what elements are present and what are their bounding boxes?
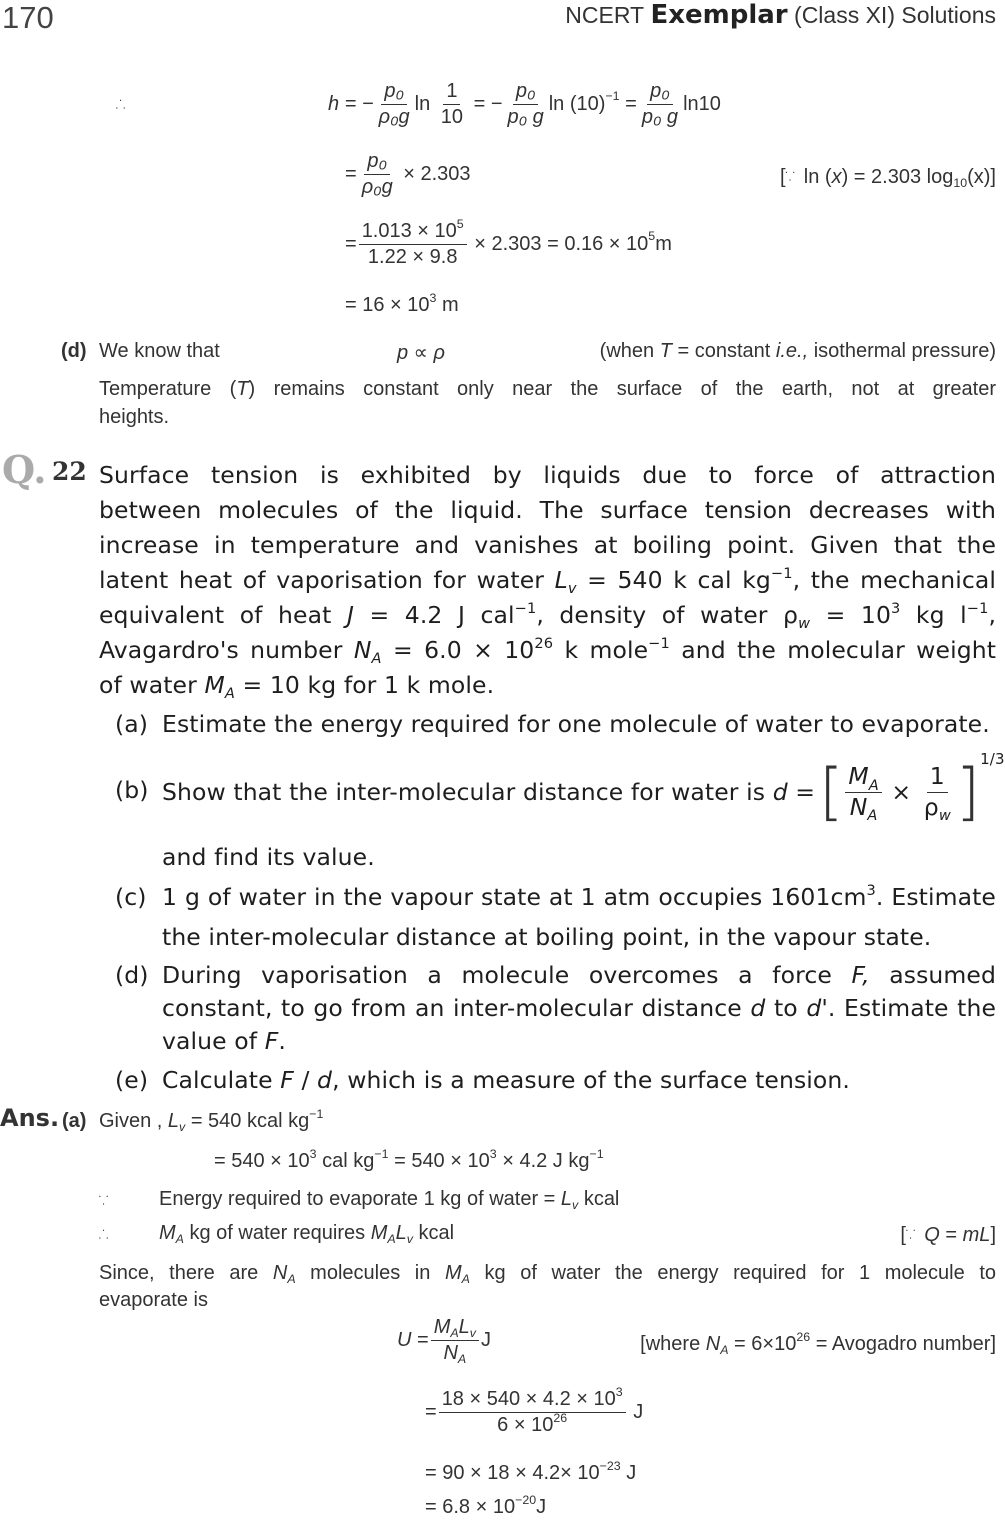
header-book-name: Exemplar — [650, 0, 788, 30]
question-number: 22 — [52, 457, 87, 486]
answer-Q-note: [∵ Q = mL] — [900, 1224, 996, 1246]
question-line-4: latent heat of vaporisation for water $L_v = 540$ k cal $kg^{-1}$, the mechanical — [99, 564, 996, 598]
subpart-c-line1: 1 g of water in the vapour state at 1 atm occupies $1601cm^3$. Estimate — [162, 881, 996, 911]
subpart-d-line3: value of F. — [162, 1027, 286, 1055]
part-d-formula: p ∝ ρ — [397, 342, 445, 364]
step-4: = $16 \times 10^3$ m — [345, 291, 459, 316]
subpart-b-text: Show that the inter-molecular distance for water is d = [ $\frac{M_A}{N_A}$ × $\frac{1}{\rho_w}$ ] 1/3 — [162, 750, 1005, 828]
running-header — [565, 0, 996, 30]
ln: ln10 — [683, 93, 721, 115]
answer-U-substitution: = $\frac{18 \times 540 \times 4.2 \times 10^3}{6 \times 10^{26}}$ J — [425, 1385, 644, 1436]
answer-energy-1kg: Energy required to evaporate 1 kg of water = $L_v$ kcal — [159, 1188, 620, 1213]
fraction: $\frac{\text{p₀}}{\text{ρ₀g}}$ — [361, 150, 393, 198]
question-line-7: of water $M_A = 10$ kg for 1 k mole. — [99, 671, 495, 703]
subpart-a-label: (a) — [115, 710, 149, 738]
part-d-text-line3: heights. — [99, 406, 170, 428]
subpart-e-text: Calculate F / d, which is a measure of the surface tension. — [162, 1066, 850, 1094]
fraction: $\frac{1}{10}$ — [440, 80, 464, 128]
subpart-c-line2: the inter-molecular distance at boiling point, in the vapour state. — [162, 923, 932, 951]
subpart-d-line1: During vaporisation a molecule overcomes a force F, assumed — [162, 961, 996, 989]
fraction: $\frac{\text{p₀}}{\text{ρ₀g}}$ — [378, 80, 410, 128]
multiply: × 2.303 — [403, 163, 471, 185]
question-letter: Q. — [2, 447, 47, 492]
header-prefix: NCERT — [565, 2, 645, 28]
eq: = — [625, 93, 637, 115]
answer-U-step3: = $90 \times 18 \times 4.2\times 10^{-23}$ J — [425, 1459, 637, 1484]
subpart-d-label: (d) — [115, 961, 149, 989]
question-line-1: Surface tension is exhibited by liquids due to force of attraction — [99, 461, 996, 489]
eq: = − — [473, 93, 503, 115]
exp: −1 — [605, 88, 620, 103]
ln: ln (10) — [548, 93, 606, 115]
answer-U-result: = $6.8 \times 10^{-20}J$ — [425, 1493, 547, 1518]
because-symbol: ∵ — [99, 1190, 112, 1212]
question-line-3: increase in temperature and vanishes at boiling point. Given that the — [99, 531, 996, 559]
subpart-e-label: (e) — [115, 1066, 149, 1094]
answer-since-line1: Since, there are $N_A$ molecules in $M_A$ kg of water the energy required for 1 molecule to — [99, 1262, 997, 1287]
page-number: 170 — [2, 0, 54, 35]
h-eq: h = − — [328, 93, 374, 115]
h-equation — [328, 80, 721, 129]
answer-MA-requires: $M_A$ kg of water requires $M_AL_v$ kcal — [159, 1222, 455, 1247]
header-suffix: (Class XI) Solutions — [794, 2, 996, 28]
question-line-2: between molecules of the liquid. The surface tension decreases with — [99, 496, 996, 524]
answer-U-formula: U = $\frac{M_AL_v}{N_A}$ J — [397, 1316, 491, 1367]
answer-label: Ans. — [0, 1104, 60, 1132]
part-d-condition: (when T = constant i.e., isothermal pressure) — [599, 340, 996, 362]
subpart-c-label: (c) — [115, 883, 147, 911]
answer-since-line2: evaporate is — [99, 1289, 208, 1311]
step-2 — [345, 150, 471, 199]
subpart-b-label: (b) — [115, 776, 149, 804]
part-d-text-line2: Temperature (T) remains constant only near the surface of the earth, not at greater — [99, 378, 996, 400]
ln-note: [∵ ln (x) = 2.303 $\log_{10}(x)$] — [779, 166, 996, 191]
therefore-symbol-2: ∴ — [99, 1224, 112, 1246]
answer-conversion: = $540 \times 10^3$ cal $kg^{-1} = 540 \times 10^3 \times 4.2$ J $kg^{-1}$ — [214, 1147, 604, 1172]
subpart-b-line2: and find its value. — [162, 843, 375, 871]
question-marker — [2, 447, 87, 492]
fraction: $\frac{1.013 \times 10^5}{1.22 \times 9.8}$ — [359, 220, 467, 269]
step-3: = $\frac{1.013 \times 10^5}{1.22 \times 9.8}$ × 2.303 = 0.16 × 10 $^5$ m — [345, 217, 672, 268]
fraction: $\frac{\text{p₀}}{\text{p₀ g}}$ — [507, 80, 544, 128]
answer-U-note: [where $N_A = 6\times 10^{26}$ = Avogadro number] — [640, 1330, 996, 1358]
subpart-d-line2: constant, to go from an inter-molecular distance d to d'. Estimate the — [162, 994, 997, 1022]
part-d-label: (d) — [61, 340, 87, 362]
therefore-symbol: ∴ — [116, 94, 129, 116]
subpart-a-text: Estimate the energy required for one molecule of water to evaporate. — [162, 710, 990, 738]
question-line-6: Avagardro's number $N_A = 6.0 \times 10^{26}$ k mole$^{-1}$ and the molecular weight — [99, 634, 997, 668]
eq: = — [345, 163, 357, 185]
answer-given: Given , $L_v = 540$ kcal $kg^{-1}$ — [99, 1107, 324, 1135]
part-d-intro: We know that — [99, 340, 220, 362]
question-line-5: equivalent of heat J = 4.2 J cal$^{-1}$, density of water $\rho_w = 10^3$ kg $l^{-1}$, — [99, 599, 997, 633]
fraction: $\frac{\text{p₀}}{\text{p₀ g}}$ — [641, 80, 679, 128]
answer-part-a-label: (a) — [62, 1110, 87, 1132]
ln: ln — [414, 93, 431, 115]
